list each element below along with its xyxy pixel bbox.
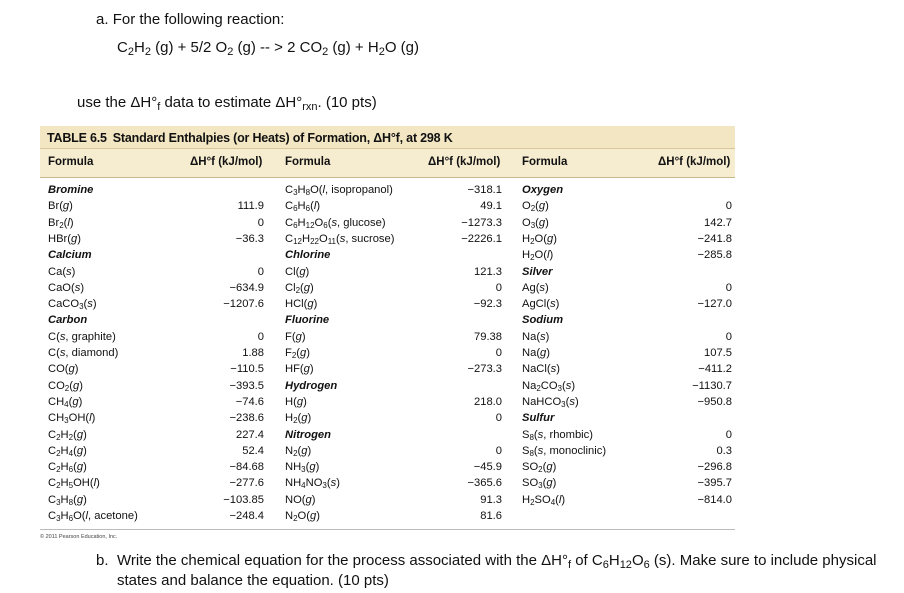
enthalpy-value: −277.6 [229, 477, 264, 490]
enthalpy-value: 107.5 [704, 347, 732, 359]
question-b-label: b. [96, 552, 109, 569]
instruction-sub-f: f [157, 101, 161, 113]
enthalpy-value: −127.0 [697, 298, 732, 311]
question-a-instruction [77, 94, 377, 111]
category-label: Nitrogen [285, 428, 331, 441]
formula-cell: $CH_4(g)$ [48, 395, 83, 409]
equation-text: (g) + H [328, 39, 379, 56]
enthalpy-value: −45.9 [473, 461, 502, 474]
enthalpy-value: 0 [495, 281, 502, 294]
qb-text-mid: of C [571, 552, 603, 569]
enthalpy-value: 0.3 [716, 444, 732, 457]
formula-cell: $SO_3(g)$ [522, 477, 557, 491]
formula-cell: $C_3H_8(g)$ [48, 493, 87, 507]
enthalpy-value: 0 [495, 347, 502, 359]
enthalpy-value: −1207.6 [223, 298, 264, 311]
equation-subscript: 2 [322, 46, 329, 58]
formula-cell: $Cl_2(g)$ [285, 281, 314, 295]
equation-text: O (g) [384, 39, 419, 56]
instruction-pre: use the ΔH° [77, 94, 158, 111]
formula-cell: H(g) [285, 395, 307, 408]
category-label: Chlorine [285, 249, 331, 262]
enthalpy-value: −318.1 [467, 184, 502, 196]
qb-h: H [608, 552, 620, 569]
category-label: Hydrogen [285, 379, 338, 392]
question-a-text: For the following reaction: [112, 11, 285, 28]
table-title: Standard Enthalpies (or Heats) of Formation, ΔH°f, at 298 K [112, 131, 453, 145]
formula-cell: $S_8(s$, rhombic) [522, 428, 593, 442]
formula-cell: NaCl(s) [522, 363, 560, 376]
enthalpy-value: 0 [257, 265, 264, 278]
enthalpy-value: −241.8 [697, 232, 732, 245]
formula-cell: $SO_2(g)$ [522, 461, 557, 475]
formula-cell: CaO(s) [48, 281, 85, 294]
formula-cell: $C_3H_6O(l$, acetone) [48, 510, 138, 523]
table-caption [40, 126, 735, 148]
formula-cell: $C_6H_{12}O_6(s$, glucose) [285, 216, 386, 230]
formula-cell: C(s, diamond) [48, 347, 119, 359]
formula-cell: F(g) [285, 330, 306, 343]
formula-cell: $H_2O(l)$ [522, 249, 554, 263]
enthalpy-value: 218.0 [474, 395, 502, 408]
formula-cell: AgCl(s) [522, 298, 560, 311]
category-label: Silver [522, 265, 553, 278]
enthalpy-value: −248.4 [229, 510, 264, 522]
table-header [40, 148, 735, 178]
enthalpy-table [40, 126, 735, 530]
formula-cell: $O_2(g)$ [522, 200, 549, 214]
formula-cell: HF(g) [285, 363, 314, 376]
formula-cell: CaCO$_3$(s) [48, 298, 97, 312]
enthalpy-value: 0 [725, 281, 732, 294]
enthalpy-value: −36.3 [235, 232, 264, 245]
enthalpy-value: −365.6 [467, 477, 502, 490]
enthalpy-value: −411.2 [698, 363, 732, 376]
enthalpy-value: 91.3 [480, 493, 502, 506]
qb-sub-12: 12 [619, 559, 632, 571]
enthalpy-value: −285.8 [697, 249, 732, 262]
formula-cell: $N_2(g)$ [285, 444, 312, 458]
enthalpy-value: −950.8 [697, 395, 732, 408]
formula-cell: Ca(s) [48, 265, 76, 278]
enthalpy-value: 0 [495, 444, 502, 457]
qb-text-post: (s). Make sure to include physical states and balance the equation. (10 pts) [117, 552, 877, 589]
enthalpy-value: −634.9 [229, 281, 264, 294]
enthalpy-value: −84.68 [229, 461, 264, 474]
formula-cell: HCl(g) [285, 298, 318, 311]
instruction-post: . (10 pts) [317, 94, 377, 111]
category-label: Oxygen [522, 184, 564, 196]
enthalpy-value: 142.7 [704, 216, 732, 229]
enthalpy-value: −74.6 [235, 395, 264, 408]
formula-cell: $NH_4NO_3(s)$ [285, 477, 340, 491]
formula-cell: $CH_3OH(l)$ [48, 412, 96, 426]
formula-cell: Br(g) [48, 200, 73, 213]
enthalpy-value: 52.4 [242, 444, 264, 457]
equation-text: H [133, 39, 145, 56]
enthalpy-value: 49.1 [480, 200, 502, 213]
enthalpy-value: 111.9 [237, 200, 264, 213]
enthalpy-value: 121.3 [474, 265, 502, 278]
category-label: Bromine [48, 184, 94, 196]
qb-text-pre: Write the chemical equation for the process associated with the ΔH° [117, 552, 568, 569]
equation-subscript: 2 [144, 46, 151, 58]
qb-sub-6: 6 [602, 559, 609, 571]
category-label: Carbon [48, 314, 88, 327]
enthalpy-value: 79.38 [474, 330, 502, 343]
enthalpy-value: 81.6 [480, 510, 502, 522]
table-bottom-rule [40, 529, 735, 530]
header-formula-1: Formula [48, 156, 94, 168]
enthalpy-value: −1130.7 [692, 379, 732, 392]
category-label: Sulfur [522, 412, 555, 425]
formula-cell: Cl(g) [285, 265, 310, 278]
enthalpy-value: −393.5 [229, 379, 264, 392]
enthalpy-value: −1273.3 [461, 216, 502, 229]
copyright-notice: © 2011 Pearson Education, Inc. [40, 534, 118, 540]
header-dh-2: ΔH°f (kJ/mol) [428, 156, 501, 168]
enthalpy-value: −2226.1 [461, 232, 502, 245]
qb-sub-6b: 6 [643, 559, 650, 571]
table-number: TABLE 6.5 [47, 131, 107, 145]
formula-cell: $C_2H_5OH(l)$ [48, 477, 100, 491]
question-a [96, 11, 284, 28]
header-formula-3: Formula [522, 156, 568, 168]
formula-cell: Ag(s) [522, 281, 549, 294]
equation-subscript: 2 [227, 46, 234, 58]
category-label: Fluorine [285, 314, 330, 327]
category-label: Sodium [522, 314, 564, 327]
formula-cell: $O_3(g)$ [522, 216, 549, 230]
formula-cell: $C_2H_2(g)$ [48, 428, 87, 442]
formula-cell: $Na_2CO_3(s)$ [522, 379, 576, 393]
question-b-text [117, 551, 896, 591]
formula-cell: Na(s) [522, 330, 550, 343]
formula-cell: Na(g) [522, 347, 551, 359]
formula-cell: NO(g) [285, 493, 316, 506]
enthalpy-value: 0 [725, 330, 732, 343]
formula-cell: $H_2O(g)$ [522, 232, 557, 246]
enthalpy-value: 0 [257, 330, 264, 343]
qb-o: O [631, 552, 644, 569]
formula-cell: $S_8(s$, monoclinic) [522, 444, 607, 458]
formula-cell: $C_3H_8O(l$, isopropanol) [285, 184, 393, 197]
header-formula-2: Formula [285, 156, 331, 168]
enthalpy-value: 227.4 [236, 428, 264, 441]
enthalpy-value: −238.6 [229, 412, 264, 425]
formula-cell: $H_2SO_4(l)$ [522, 493, 566, 507]
equation-text: (g) + 5/2 O [150, 39, 228, 56]
enthalpy-value: −103.85 [223, 493, 264, 506]
enthalpy-value: −92.3 [473, 298, 502, 311]
header-dh-3: ΔH°f (kJ/mol) [658, 156, 731, 168]
header-dh-1: ΔH°f (kJ/mol) [190, 156, 263, 168]
equation-text: C [117, 39, 128, 56]
formula-cell: $C_2H_6(g)$ [48, 461, 87, 475]
formula-cell: $F_2(g)$ [285, 347, 310, 360]
formula-cell: NaHCO$_3$(s) [522, 395, 579, 409]
enthalpy-value: 0 [725, 200, 732, 213]
formula-cell: CO(g) [48, 363, 79, 376]
formula-cell: $Br_2(l)$ [48, 216, 74, 230]
formula-cell: $C_{12}H_{22}O_{11}(s$, sucrose) [285, 232, 395, 246]
instruction-sub-rxn: rxn [302, 101, 318, 113]
formula-cell: $H_2(g)$ [285, 412, 312, 426]
qb-sub-f: f [567, 559, 572, 571]
reaction-equation [117, 39, 419, 56]
enthalpy-value: −296.8 [697, 461, 732, 474]
equation-subscript: 2 [378, 46, 385, 58]
formula-cell: HBr(g) [48, 232, 81, 245]
enthalpy-value: −273.3 [467, 363, 502, 376]
equation-text: (g) -- > 2 CO [233, 39, 323, 56]
enthalpy-value: −110.5 [230, 363, 264, 376]
category-label: Calcium [48, 249, 92, 262]
instruction-mid: data to estimate ΔH° [160, 94, 303, 111]
formula-cell: $N_2O(g)$ [285, 510, 320, 523]
enthalpy-value: 0 [257, 216, 264, 229]
formula-cell: $C_2H_4(g)$ [48, 444, 87, 458]
enthalpy-value: 0 [495, 412, 502, 425]
formula-cell: $C_6H_6(l)$ [285, 200, 321, 214]
equation-subscript: 2 [127, 46, 134, 58]
enthalpy-value: 0 [725, 428, 732, 441]
question-b [96, 551, 896, 591]
formula-cell: $CO_2(g)$ [48, 379, 83, 393]
question-a-label: a. [96, 11, 109, 28]
enthalpy-value: −814.0 [697, 493, 732, 506]
enthalpy-value: 1.88 [242, 347, 264, 359]
formula-cell: $NH_3(g)$ [285, 461, 320, 475]
enthalpy-value: −395.7 [697, 477, 732, 490]
formula-cell: C(s, graphite) [48, 330, 116, 343]
